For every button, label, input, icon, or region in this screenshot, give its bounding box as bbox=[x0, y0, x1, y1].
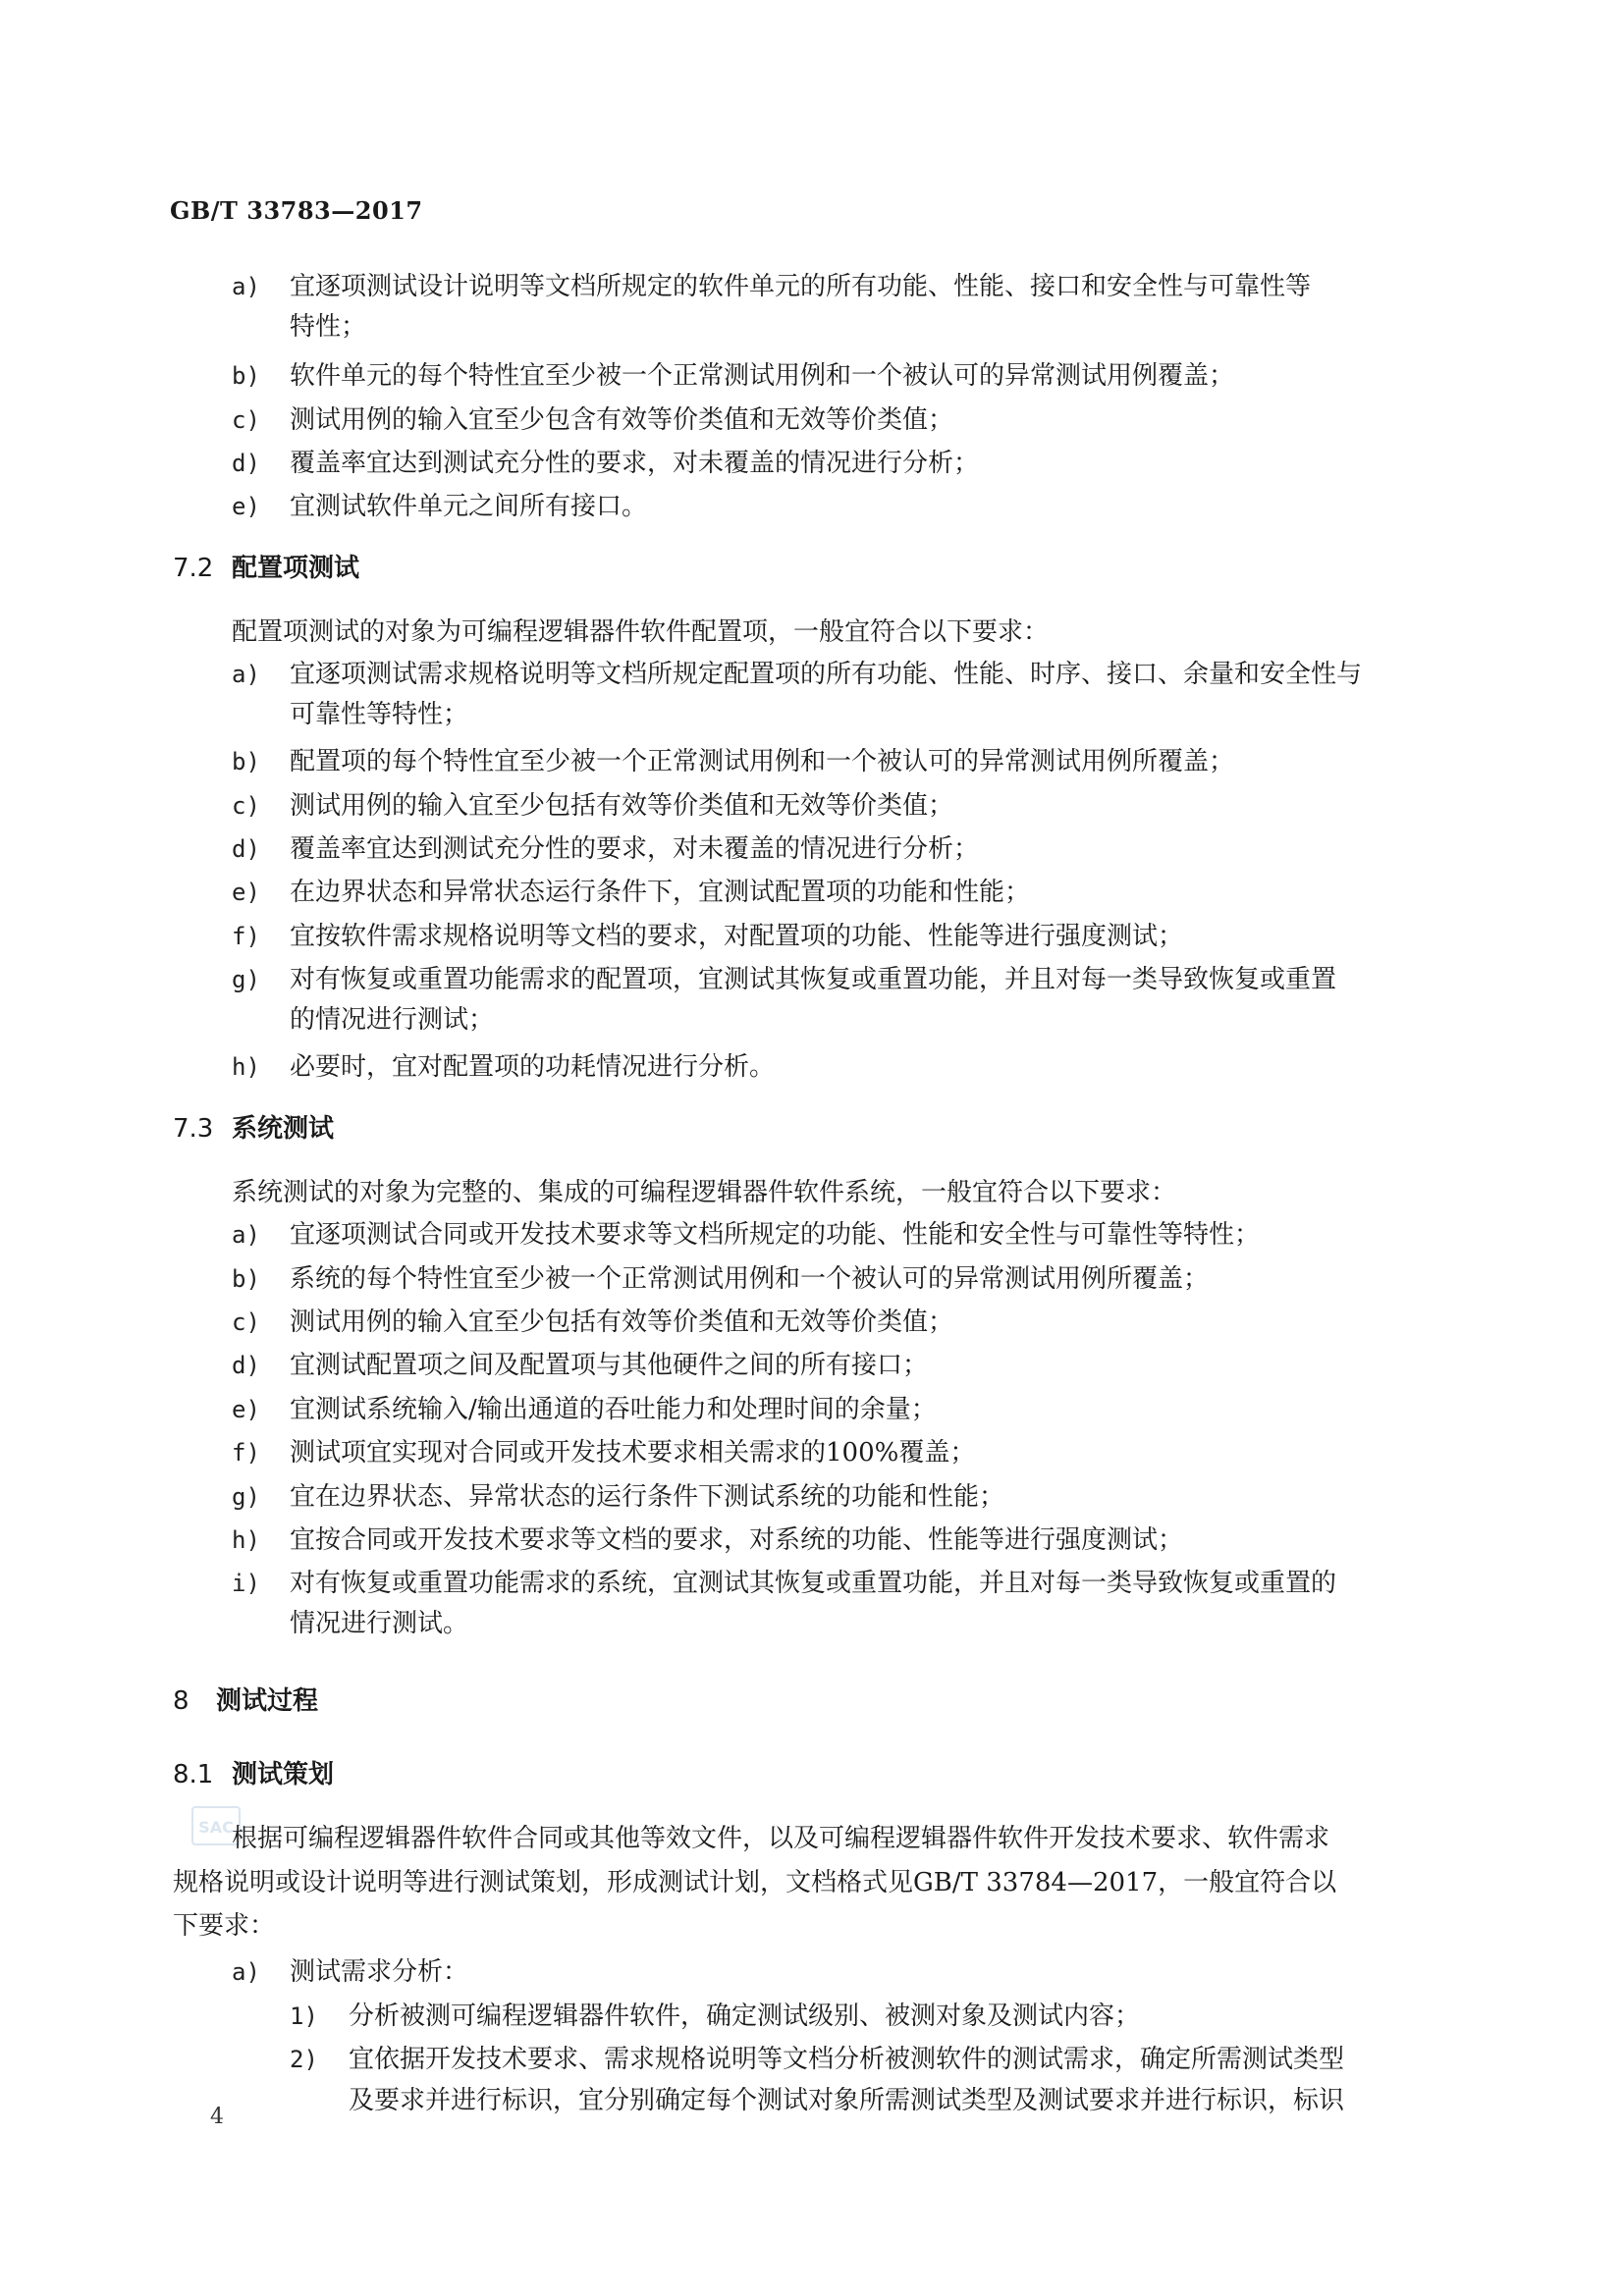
list-item-text: 系统的每个特性宜至少被一个正常测试用例和一个被认可的异常测试用例所覆盖； bbox=[290, 1264, 1210, 1294]
section-number: 8.1 bbox=[173, 1760, 214, 1789]
list-label: h) bbox=[232, 1526, 260, 1554]
list-label: f) bbox=[232, 923, 260, 950]
list-item-text: 对有恢复或重置功能需求的配置项，宜测试其恢复或重置功能，并且对每一类导致恢复或重置 bbox=[290, 965, 1337, 994]
list-label: c) bbox=[232, 406, 260, 434]
list-label: e) bbox=[232, 1396, 260, 1423]
list-label: f) bbox=[232, 1439, 260, 1467]
list-label: c) bbox=[232, 1308, 260, 1336]
list-item-text: 测试需求分析： bbox=[290, 1957, 469, 1987]
chapter-number: 8 bbox=[173, 1686, 189, 1716]
list-label: b) bbox=[232, 362, 260, 390]
list-item-text: 宜按合同或开发技术要求等文档的要求，对系统的功能、性能等进行强度测试； bbox=[290, 1525, 1184, 1555]
section-title: 测试策划 bbox=[232, 1760, 335, 1789]
list-label: g) bbox=[232, 1483, 260, 1511]
list-item-text: 宜逐项测试设计说明等文档所规定的软件单元的所有功能、性能、接口和安全性与可靠性等 bbox=[290, 272, 1312, 301]
list-item-text: 配置项的每个特性宜至少被一个正常测试用例和一个被认可的异常测试用例所覆盖； bbox=[290, 747, 1235, 776]
sublist-item-text: 及要求并进行标识，宜分别确定每个测试对象所需测试类型及测试要求并进行标识，标识 bbox=[349, 2086, 1345, 2115]
list-label: b) bbox=[232, 748, 260, 775]
list-item-text: 覆盖率宜达到测试充分性的要求，对未覆盖的情况进行分析； bbox=[290, 834, 980, 864]
section-intro: 配置项测试的对象为可编程逻辑器件软件配置项，一般宜符合以下要求： bbox=[232, 617, 1050, 647]
list-item-text: 覆盖率宜达到测试充分性的要求，对未覆盖的情况进行分析； bbox=[290, 449, 980, 478]
sublist-label: 2) bbox=[290, 2046, 318, 2073]
list-label: g) bbox=[232, 966, 260, 993]
section-title: 系统测试 bbox=[232, 1114, 335, 1144]
list-item-text: 测试用例的输入宜至少包括有效等价类值和无效等价类值； bbox=[290, 1308, 954, 1337]
list-label: h) bbox=[232, 1053, 260, 1081]
list-item-text: 测试用例的输入宜至少包含有效等价类值和无效等价类值； bbox=[290, 405, 954, 435]
list-label: i) bbox=[232, 1570, 260, 1597]
list-item-text: 可靠性等特性； bbox=[290, 700, 469, 729]
watermark-text: SAC bbox=[198, 1818, 234, 1837]
list-label: a) bbox=[232, 661, 260, 688]
chapter-title: 测试过程 bbox=[216, 1686, 319, 1716]
list-item-text: 宜逐项测试需求规格说明等文档所规定配置项的所有功能、性能、时序、接口、余量和安全性与 bbox=[290, 660, 1363, 689]
document-number: GB/T 33783—2017 bbox=[170, 196, 423, 225]
list-item-text: 宜测试配置项之间及配置项与其他硬件之间的所有接口； bbox=[290, 1351, 929, 1380]
list-item-text: 情况进行测试。 bbox=[290, 1609, 469, 1638]
section-title: 配置项测试 bbox=[232, 554, 360, 583]
list-label: b) bbox=[232, 1265, 260, 1293]
list-item-text: 必要时，宜对配置项的功耗情况进行分析。 bbox=[290, 1052, 776, 1082]
list-item-text: 宜在边界状态、异常状态的运行条件下测试系统的功能和性能； bbox=[290, 1482, 1005, 1512]
list-item-text: 在边界状态和异常状态运行条件下，宜测试配置项的功能和性能； bbox=[290, 878, 1031, 907]
list-item-text: 对有恢复或重置功能需求的系统，宜测试其恢复或重置功能，并且对每一类导致恢复或重置的 bbox=[290, 1569, 1337, 1598]
list-label: e) bbox=[232, 493, 260, 520]
paragraph-line: 下要求： bbox=[173, 1911, 276, 1941]
list-label: c) bbox=[232, 792, 260, 820]
list-item-text: 宜按软件需求规格说明等文档的要求，对配置项的功能、性能等进行强度测试； bbox=[290, 922, 1184, 951]
list-label: d) bbox=[232, 1352, 260, 1379]
section-number: 7.2 bbox=[173, 554, 214, 583]
list-item-text: 测试项宜实现对合同或开发技术要求相关需求的100%覆盖； bbox=[290, 1438, 976, 1468]
sublist-item-text: 分析被测可编程逻辑器件软件，确定测试级别、被测对象及测试内容； bbox=[349, 2002, 1141, 2031]
list-label: a) bbox=[232, 1221, 260, 1249]
section-number: 7.3 bbox=[173, 1114, 214, 1144]
paragraph-line: 规格说明或设计说明等进行测试策划，形成测试计划，文档格式见GB/T 33784—2017，一般宜符合以 bbox=[173, 1868, 1337, 1897]
sublist-item-text: 宜依据开发技术要求、需求规格说明等文档分析被测软件的测试需求，确定所需测试类型 bbox=[349, 2045, 1345, 2074]
list-item-text: 宜逐项测试合同或开发技术要求等文档所规定的功能、性能和安全性与可靠性等特性； bbox=[290, 1220, 1261, 1250]
page-number: 4 bbox=[210, 2105, 224, 2129]
list-item-text: 特性； bbox=[290, 312, 367, 342]
list-label: a) bbox=[232, 1958, 260, 1986]
list-item-text: 宜测试软件单元之间所有接口。 bbox=[290, 492, 648, 521]
list-item-text: 宜测试系统输入/输出通道的吞吐能力和处理时间的余量； bbox=[290, 1395, 937, 1424]
list-label: d) bbox=[232, 450, 260, 477]
list-item-text: 的情况进行测试； bbox=[290, 1005, 495, 1035]
list-item-text: 测试用例的输入宜至少包括有效等价类值和无效等价类值； bbox=[290, 791, 954, 821]
list-item-text: 软件单元的每个特性宜至少被一个正常测试用例和一个被认可的异常测试用例覆盖； bbox=[290, 361, 1235, 391]
list-label: a) bbox=[232, 273, 260, 300]
list-label: e) bbox=[232, 879, 260, 906]
sublist-label: 1) bbox=[290, 2002, 318, 2030]
section-intro: 系统测试的对象为完整的、集成的可编程逻辑器件软件系统，一般宜符合以下要求： bbox=[232, 1178, 1177, 1207]
paragraph-line: 根据可编程逻辑器件软件合同或其他等效文件，以及可编程逻辑器件软件开发技术要求、软件需求 bbox=[232, 1824, 1330, 1853]
list-label: d) bbox=[232, 835, 260, 863]
